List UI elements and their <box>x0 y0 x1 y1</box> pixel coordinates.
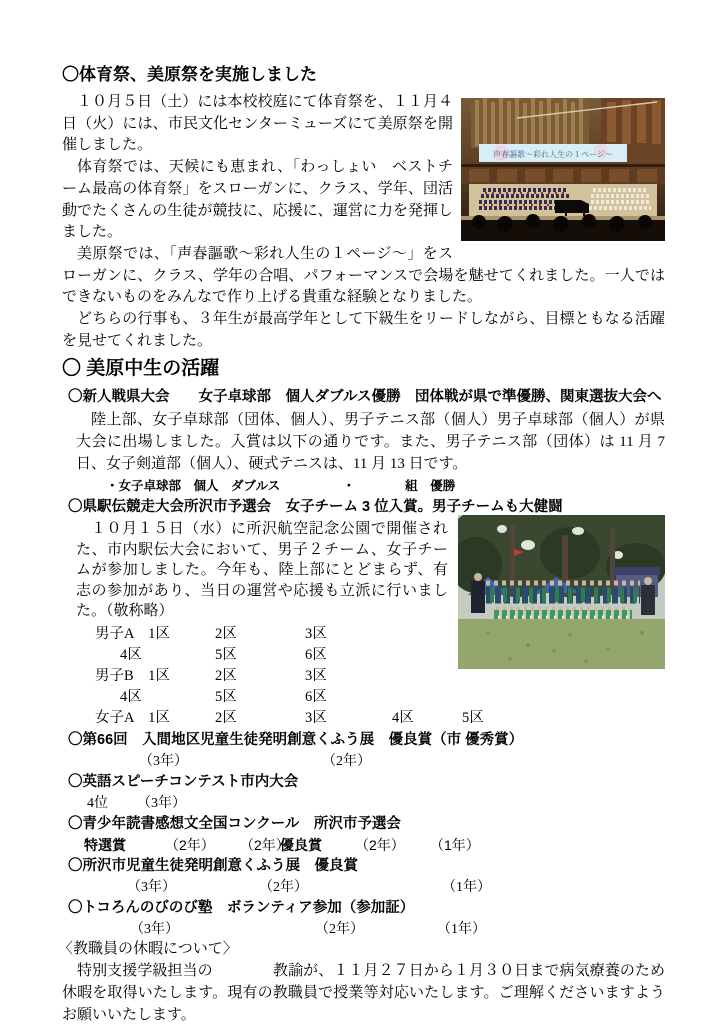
paragraph-ekiden: １０月１５日（水）に所沢航空記念公園で開催された、市内駅伝大会において、男子２チーム、女子チームが参加しました。今年も、陸上部にとどまらず、有志の参加があり、当日の運営や応援も立派に行いました。（敬称略） <box>76 521 448 620</box>
ekiden-row-boys-b-1: 男子B 1区 2区 3区 <box>95 667 327 684</box>
award-line-tokoron-juku: （3年） （2年） （1年） <box>130 921 486 937</box>
paragraph-sports-day-dates: １０月５日（土）には本校校庭にて体育祭を、１１月４日（火）には、市民文化センターミューズにて美原祭を開催しました。 <box>62 94 453 154</box>
concert-hall-photo <box>461 98 665 241</box>
paragraph-sports-day-slogan: 体育祭では、天候にも恵まれ、「わっしょい ベストチーム最高の体育祭」をスローガンに、クラス、学年、団活動でたくさんの生徒が競技に、応援に、運営に力を発揮しました。 <box>62 159 453 241</box>
ekiden-results <box>62 624 665 729</box>
award-line-english-speech: 4位 （3年） <box>87 795 186 811</box>
paragraph-third-graders: どちらの行事も、３年生が最高学年として下級生をリードしながら、目標ともなる活躍を見せてくれました。 <box>62 311 665 349</box>
ekiden-row-boys-a-2: 4区 5区 6区 <box>120 646 327 663</box>
subheading-english-speech: 〇英語スピーチコンテスト市内大会 <box>68 773 299 790</box>
subheading-shinjinsen: 〇新人戦県大会 女子卓球部 個人ダブルス優勝 団体戦が県で準優勝、関東選抜大会へ <box>68 389 662 406</box>
shinjinsen-result-line: ・女子卓球部 個人 ダブルス ・ 組 優勝 <box>106 479 456 494</box>
paragraph-shinjinsen: 陸上部、女子卓球部（団体、個人）、男子テニス部（個人）男子卓球部（個人）が県大会に出場しました。入賞は以下の通りです。また、男子テニス部（団体）は 11 月 7 日、女子剣道部（個人）、硬式テニスは、11 月 13 日です。 <box>76 412 665 473</box>
ekiden-row-boys-b-2: 4区 5区 6区 <box>120 688 327 705</box>
subheading-dokusho-kansoubun: 〇青少年読書感想文全国コンクール 所沢市予選会 <box>68 815 401 832</box>
subheading-kufuuten-tokorozawa: 〇所沢市児童生徒発明創意くふう展 優良賞 <box>68 857 358 874</box>
paragraph-mihara-festival: 美原祭では、「声春謳歌～彩れ人生の１ページ～」をスローガンに、クラス、学年の合唱、パフォーマンスで会場を魅せてくれました。一人ではできないものをみんなで作り上げる貴重な経験となりました。 <box>62 245 665 306</box>
section-title-katsuyaku: 〇 美原中生の活躍 <box>62 358 220 380</box>
ekiden-row-girls-a: 女子A 1区 2区 3区 4区 5区 <box>95 709 484 726</box>
subheading-ekiden: 〇県駅伝競走大会所沢市予選会 女子チーム 3 位入賞。男子チームも大健闘 <box>68 499 563 516</box>
concert-hall-photo-graphic <box>461 98 665 241</box>
staff-leave-paragraph: 特別支援学級担当の 教諭が、１１月２７日から１月３０日まで病気療養のため休暇を取得いたします。現有の教職員で授業等対応いたします。ご理解くださいますようお願いいたします。 <box>62 962 665 1023</box>
award-line-kufuuten-tokorozawa: （3年） （2年） （1年） <box>127 879 491 895</box>
concert-banner-text: 声春謳歌～彩れ人生の１ページ～ <box>493 150 613 159</box>
section-title-taiikusai: 〇体育祭、美原祭を実施しました <box>62 65 317 84</box>
subheading-kufuuten-iruma: 〇第66回 入間地区児童生徒発明創意くふう展 優良賞（市 優秀賞） <box>68 731 524 748</box>
subheading-tokoron-juku: 〇トコろんのびのび塾 ボランティア参加（参加証） <box>68 899 415 916</box>
staff-leave-title: 〈教職員の休暇について〉 <box>58 940 238 957</box>
award-line-dokusho-kansoubun: 特選賞 （2年） （2年） 優良賞 （2年） （1年） <box>84 836 480 853</box>
ekiden-row-boys-a-1: 男子A 1区 2区 3区 <box>95 625 327 642</box>
award-line-kufuuten-iruma: （3年） （2年） <box>139 753 371 769</box>
